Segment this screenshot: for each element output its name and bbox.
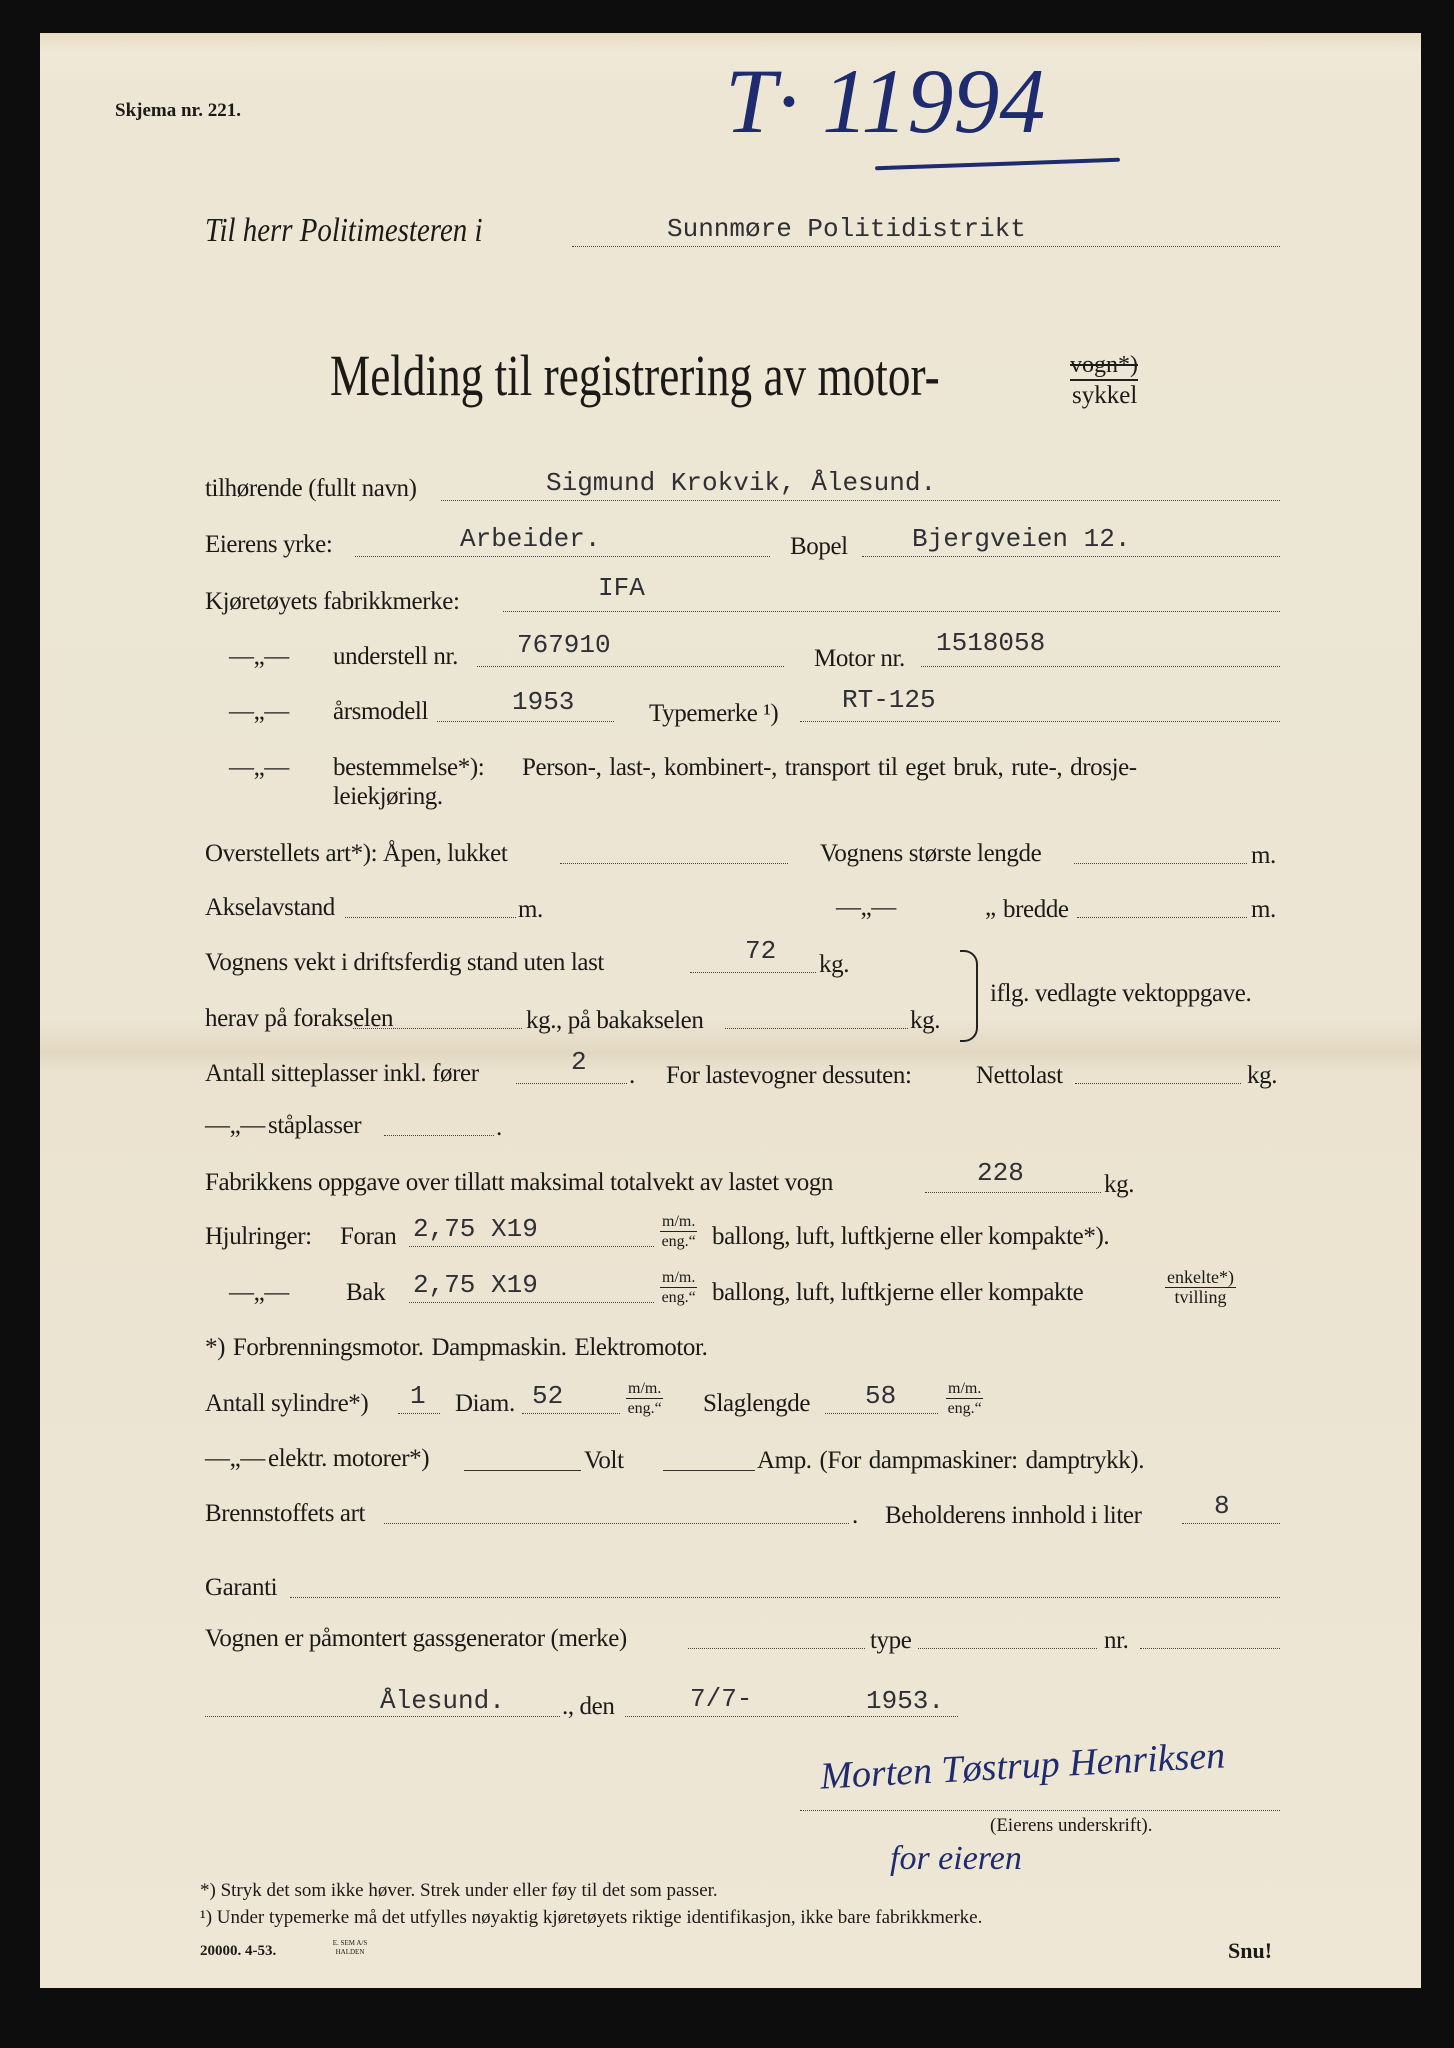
year-sign-field[interactable] <box>848 1686 958 1717</box>
gas-type-field[interactable] <box>918 1622 1097 1649</box>
date-field[interactable] <box>625 1684 848 1717</box>
ditto-mark: —„— <box>229 754 289 781</box>
place-field[interactable] <box>205 1686 560 1717</box>
single-twin-fraction: enkelte*) tvilling <box>1167 1267 1234 1307</box>
width-unit: m. <box>1251 896 1276 923</box>
tyres-label: Hjulringer: <box>205 1223 312 1250</box>
electric-motors-label: elektr. motorer*) <box>268 1445 430 1472</box>
printer-info: E. SEM A/S HALDEN <box>332 1939 368 1956</box>
wheelbase-unit: m. <box>518 896 543 923</box>
date-value: 7/7- <box>690 1684 753 1714</box>
gas-nr-field[interactable] <box>1140 1622 1280 1649</box>
date-label: ., den <box>562 1693 615 1720</box>
type-value: RT-125 <box>842 685 936 715</box>
length-field[interactable] <box>1074 837 1247 864</box>
front-axle-label: herav på forakselen <box>205 1005 394 1032</box>
truck-label: For lastevogner dessuten: <box>666 1062 912 1089</box>
type-field[interactable] <box>800 685 1280 722</box>
body-type-field[interactable] <box>560 837 788 864</box>
ditto-mark: —„— <box>229 1279 289 1306</box>
standing-label: ståplasser <box>268 1112 362 1139</box>
diameter-label: Diam. <box>455 1390 515 1417</box>
motor-number-label: Motor nr. <box>814 645 905 672</box>
purpose-options: Person-, last-, kombinert-, transport til eget bruk, rute-, drosje- <box>522 754 1137 781</box>
net-load-label: Nettolast <box>976 1062 1063 1089</box>
seats-label: Antall sitteplasser inkl. fører <box>205 1060 479 1087</box>
engine-types: *) Forbrenningsmotor. Dampmaskin. Elektromotor. <box>205 1334 708 1361</box>
title-option-sykkel: sykkel <box>1072 382 1138 409</box>
max-weight-value: 228 <box>977 1158 1024 1188</box>
occupation-field[interactable] <box>355 524 770 557</box>
addressee-value: Sunnmøre Politidistrikt <box>667 214 1026 244</box>
rear-axle-label: kg., på bakakselen <box>526 1007 704 1034</box>
wheelbase-field[interactable] <box>345 891 516 918</box>
make-label: Kjøretøyets fabrikkmerke: <box>205 588 460 615</box>
purpose-options-cont: leiekjøring. <box>333 783 443 810</box>
footnote-1: *) Stryk det som ikke høver. Strek under eller føy til det som passer. <box>200 1880 718 1901</box>
rear-tyre-types: ballong, luft, luftkjerne eller kompakte <box>712 1279 1084 1306</box>
page-title: Melding til registrering av motor- <box>330 343 940 408</box>
weight-unit: kg. <box>819 951 850 978</box>
fuel-label: Brennstoffets art <box>205 1500 366 1527</box>
year-label: årsmodell <box>333 698 428 725</box>
wheelbase-label: Akselavstand <box>205 894 335 921</box>
rear-tyre-field[interactable] <box>409 1270 654 1303</box>
diameter-field[interactable] <box>522 1381 620 1414</box>
seats-dot: . <box>629 1062 635 1089</box>
cylinders-field[interactable] <box>398 1381 440 1414</box>
owner-name-label: tilhørende (fullt navn) <box>205 475 417 502</box>
address-value: Bjergveien 12. <box>912 524 1131 554</box>
rear-tyre-label: Bak <box>346 1279 386 1306</box>
purpose-label: bestemmelse*): <box>333 754 485 781</box>
weight-note: iflg. vedlagte vektoppgave. <box>990 980 1252 1007</box>
weight-value: 72 <box>745 936 777 966</box>
ditto-quote: „ <box>985 894 996 921</box>
width-label: bredde <box>1003 896 1069 923</box>
front-axle-field[interactable] <box>353 1002 522 1029</box>
max-weight-unit: kg. <box>1104 1171 1135 1198</box>
owner-name-value: Sigmund Krokvik, Ålesund. <box>546 468 937 498</box>
gas-nr-label: nr. <box>1104 1627 1129 1654</box>
ditto-mark: —„— <box>836 894 896 921</box>
title-struck-option: vogn*) <box>1070 352 1138 381</box>
length-unit: m. <box>1251 842 1276 869</box>
seats-value: 2 <box>571 1047 587 1077</box>
signature-field[interactable] <box>800 1784 1280 1811</box>
ditto-mark: —„— <box>205 1445 265 1472</box>
brace <box>960 950 978 1042</box>
weight-label: Vognens vekt i driftsferdig stand uten last <box>205 949 604 976</box>
diameter-value: 52 <box>532 1381 564 1411</box>
type-label: Typemerke ¹) <box>649 700 779 727</box>
owner-signature: Morten Tøstrup Henriksen <box>819 1734 1227 1798</box>
unit-fraction: m/m. eng.“ <box>947 1380 982 1417</box>
stroke-field[interactable] <box>825 1381 938 1414</box>
front-tyre-field[interactable] <box>409 1214 654 1247</box>
length-label: Vognens største lengde <box>820 840 1042 867</box>
fuel-field[interactable] <box>384 1497 849 1524</box>
place-value: Ålesund. <box>380 1686 505 1716</box>
rear-axle-field[interactable] <box>725 1002 908 1029</box>
tank-label: Beholderens innhold i liter <box>885 1502 1142 1529</box>
owner-name-field[interactable] <box>441 468 1280 501</box>
occupation-label: Eierens yrke: <box>205 531 333 558</box>
motor-number-field[interactable] <box>921 628 1280 667</box>
front-tyre-types: ballong, luft, luftkjerne eller kompakte*). <box>712 1223 1110 1250</box>
fuel-dot: . <box>852 1502 858 1529</box>
year-value: 1953 <box>512 687 575 717</box>
ditto-mark: —„— <box>205 1112 265 1139</box>
weight-field[interactable] <box>690 936 816 973</box>
chassis-field[interactable] <box>477 630 784 667</box>
width-field[interactable] <box>1077 891 1247 918</box>
max-weight-label: Fabrikkens oppgave over tillatt maksimal totalvekt av lastet vogn <box>205 1169 834 1196</box>
chassis-value: 767910 <box>517 630 611 660</box>
year-sign-value: 1953. <box>866 1686 945 1716</box>
front-tyre-value: 2,75 X19 <box>413 1214 538 1244</box>
body-type-label: Overstellets art*): Åpen, lukket <box>205 840 508 867</box>
unit-fraction: m/m. eng.“ <box>661 1269 696 1306</box>
volt-field[interactable] <box>663 1470 755 1471</box>
max-weight-field[interactable] <box>925 1158 1101 1193</box>
occupation-value: Arbeider. <box>460 524 601 554</box>
net-load-field[interactable] <box>1075 1057 1241 1084</box>
standing-dot: . <box>496 1114 502 1141</box>
form-number: Skjema nr. 221. <box>115 100 241 121</box>
handwritten-reference: T· 11994 <box>725 50 1046 152</box>
cylinders-value: 1 <box>410 1381 426 1411</box>
seats-field[interactable] <box>516 1047 627 1084</box>
addressee-field[interactable] <box>572 214 1280 247</box>
address-label: Bopel <box>790 533 848 560</box>
guarantee-field[interactable] <box>290 1571 1280 1598</box>
unit-fraction: m/m. eng.“ <box>627 1380 662 1417</box>
amp-label: Amp. (For dampmaskiner: damptrykk). <box>757 1447 1145 1474</box>
net-load-unit: kg. <box>1247 1062 1278 1089</box>
print-info: 20000. 4-53. <box>200 1943 277 1959</box>
front-tyre-label: Foran <box>340 1223 397 1250</box>
stroke-label: Slaglengde <box>703 1390 811 1417</box>
tank-value: 8 <box>1214 1491 1230 1521</box>
electric-motors-field[interactable] <box>464 1470 581 1471</box>
rear-tyre-value: 2,75 X19 <box>413 1270 538 1300</box>
make-value: IFA <box>598 573 645 603</box>
guarantee-label: Garanti <box>205 1574 278 1601</box>
motor-number-value: 1518058 <box>936 628 1046 658</box>
year-field[interactable] <box>437 687 614 722</box>
gas-type-label: type <box>870 1627 912 1654</box>
addressee-label: Til herr Politimesteren i <box>205 212 483 249</box>
rear-axle-unit: kg. <box>910 1007 941 1034</box>
standing-field[interactable] <box>384 1109 494 1136</box>
gas-generator-label: Vognen er påmontert gassgenerator (merke) <box>205 1625 627 1652</box>
ditto-mark: —„— <box>229 643 289 670</box>
for-owner-note: for eieren <box>890 1840 1022 1877</box>
address-field[interactable] <box>862 524 1280 557</box>
signature-caption: (Eierens underskrift). <box>990 1815 1153 1836</box>
volt-label: Volt <box>584 1447 624 1474</box>
gas-generator-field[interactable] <box>688 1622 865 1649</box>
turn-over-note: Snu! <box>1228 1938 1273 1963</box>
chassis-label: understell nr. <box>333 643 458 670</box>
cylinders-label: Antall sylindre*) <box>205 1390 369 1417</box>
stroke-value: 58 <box>865 1381 897 1411</box>
tank-field[interactable] <box>1182 1491 1280 1524</box>
ditto-mark: —„— <box>229 698 289 725</box>
unit-fraction: m/m. eng.“ <box>661 1213 696 1250</box>
make-field[interactable] <box>503 573 1280 612</box>
footnote-2: ¹) Under typemerke må det utfylles nøyaktig kjøretøyets riktige identifikasjon, ikke bare fabrikkmerke. <box>200 1907 983 1928</box>
